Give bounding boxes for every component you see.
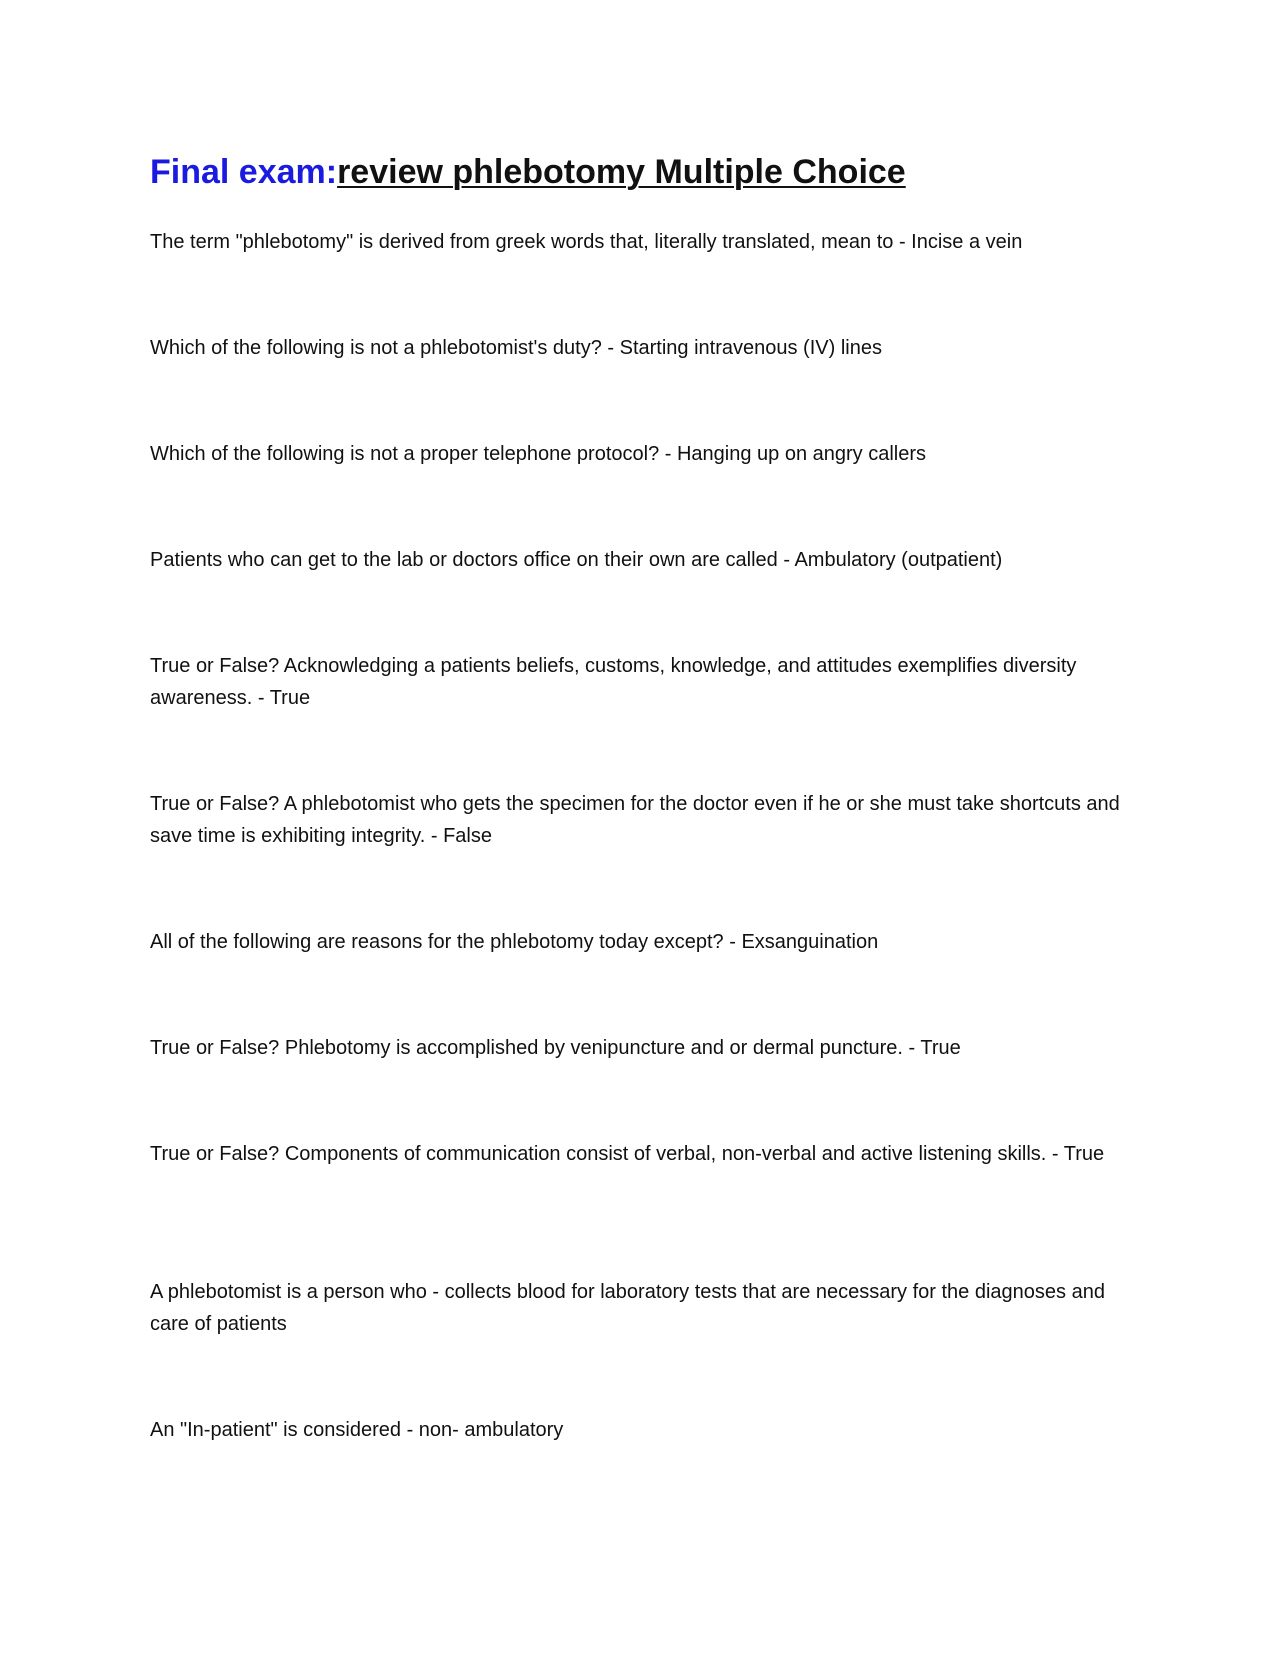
qa-item-8: True or False? Phlebotomy is accomplished by venipuncture and or dermal puncture. - True bbox=[150, 1037, 961, 1059]
qa-item-6: True or False? A phlebotomist who gets the specimen for the doctor even if he or she must take shortcuts and save time is exhibiting integrity. - False bbox=[150, 793, 1120, 847]
page-title bbox=[150, 150, 1140, 194]
document-page bbox=[150, 150, 1140, 1441]
qa-item-9: True or False? Components of communication consist of verbal, non-verbal and active listening skills. - True bbox=[150, 1143, 1105, 1165]
qa-item-4: Patients who can get to the lab or doctors office on their own are called - Ambulatory (outpatient) bbox=[150, 549, 1003, 571]
qa-item-7: All of the following are reasons for the phlebotomy today except? - Exsanguination bbox=[150, 931, 879, 953]
title-lead: Final exam: bbox=[150, 153, 338, 191]
title-rest: review phlebotomy Multiple Choice bbox=[337, 153, 906, 191]
qa-item-2: Which of the following is not a phlebotomist's duty? - Starting intravenous (IV) lines bbox=[150, 337, 882, 359]
qa-item-3: Which of the following is not a proper telephone protocol? - Hanging up on angry callers bbox=[150, 443, 927, 465]
qa-item-1: The term "phlebotomy" is derived from greek words that, literally translated, mean to - Incise a vein bbox=[150, 231, 1023, 253]
qa-item-5: True or False? Acknowledging a patients beliefs, customs, knowledge, and attitudes exemplifies diversity awareness. - True bbox=[150, 655, 1077, 709]
qa-item-10: A phlebotomist is a person who - collects blood for laboratory tests that are necessary for the diagnoses and care of patients bbox=[150, 1281, 1105, 1335]
qa-item-11: An "In-patient" is considered - non- ambulatory bbox=[150, 1419, 564, 1441]
